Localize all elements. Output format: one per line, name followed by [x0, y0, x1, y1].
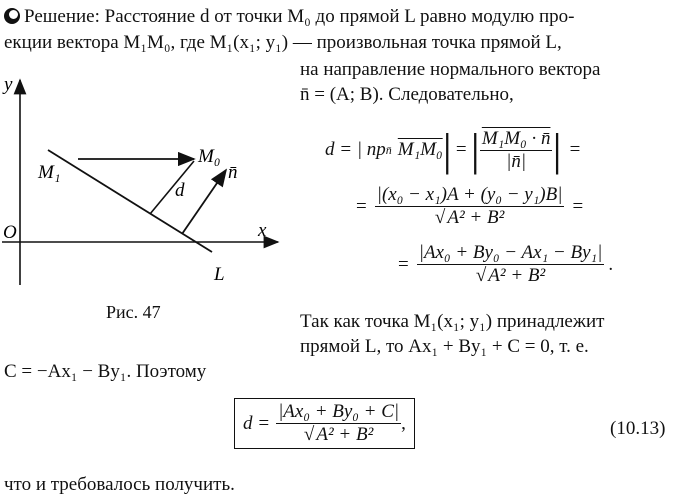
figure-caption: Рис. 47 [106, 302, 161, 322]
equation-number: (10.13) [610, 418, 666, 439]
distance-segment [150, 161, 194, 214]
x-axis-label: x [258, 220, 267, 241]
line-l-label: L [214, 264, 225, 285]
bullet-icon [4, 8, 20, 24]
eq1-vector: M₁M₀ [397, 139, 443, 160]
conclusion-line-2: прямой L, то Ax₁ + By₁ + C = 0, т. е. [300, 336, 589, 357]
eq2-fraction: $\frac{\text{|(x₀ − x₁)A + (y₀ − y₁)B|}}{\text{√ A² + B²}}$ [376, 184, 563, 228]
intro-line-2: екции вектора M₁M₀, где M₁(x₁; y₁) — произвольная точка прямой L, [4, 32, 562, 53]
eq1-sub: n̄ [385, 142, 392, 157]
eq1-numerator: M₁M₀ · n̄ [481, 127, 551, 149]
equation-3 [398, 242, 613, 287]
eq1-bar-close: | [552, 124, 562, 175]
eq3-denominator: A² + B² [488, 265, 546, 286]
eq3-lead: = [398, 253, 409, 275]
ending-text: что и требовалось получить. [4, 474, 235, 495]
y-axis-label: y [4, 74, 13, 95]
formula-lhs: d = [243, 412, 271, 434]
eq2-denominator: A² + B² [447, 207, 505, 228]
conclusion-line-3: C = −Ax₁ − By₁. Поэтому [4, 361, 207, 382]
eq1-tail: = [569, 139, 581, 160]
eq3-numerator: |Ax₀ + By₀ − Ax₁ − By₁| [418, 242, 603, 263]
m0-label: M₀ [198, 146, 221, 167]
normal-label: n̄ [228, 162, 238, 183]
eq3-tail: . [608, 253, 614, 275]
eq2-tail: = [572, 195, 584, 217]
normal-vector [182, 170, 226, 234]
eq1-lhs: d = | пр [325, 139, 386, 160]
equation-1: d = | пр n̄ M₁M₀ | = | $\frac{\text{M₁M₀ · n̄}}{|n̄|}$ | = [325, 124, 581, 175]
formula-fraction: $\frac{\text{|Ax₀ + By₀ + C|}}{\text{√ A² + B²}}$ [278, 401, 400, 445]
figure-47 [0, 70, 290, 290]
intro-line-3: на направление нормального вектора [300, 59, 601, 80]
formula-tail: , [401, 412, 406, 434]
line-l [48, 150, 212, 252]
conclusion-line-1: Так как точка M₁(x₁; y₁) принадлежит [300, 311, 605, 332]
intro-text-1: Расстояние d от точки M₀ до прямой L равно модулю про- [104, 6, 575, 27]
formula-numerator: |Ax₀ + By₀ + C| [278, 401, 400, 422]
distance-label: d [175, 180, 185, 201]
eq1-fraction [480, 128, 553, 173]
eq1-denominator: |n̄| [480, 150, 553, 173]
intro-line-4: n̄ = (A; B). Следовательно, [300, 84, 514, 105]
eq3-fraction: $\frac{\text{|Ax₀ + By₀ − Ax₁ − By₁|}}{\text{√ A² + B²}}$ [418, 242, 603, 286]
intro-line-1 [4, 6, 575, 28]
m1-label: M₁ [38, 162, 61, 183]
equation-2 [356, 184, 583, 229]
eq2-numerator: |(x₀ − x₁)A + (y₀ − y₁)B| [376, 184, 563, 205]
eq1-bar-open: | [470, 124, 480, 175]
origin-label: O [3, 222, 17, 243]
solution-heading: Решение: [24, 6, 100, 27]
eq1-bar-left: | [442, 124, 452, 175]
formula-denominator: A² + B² [316, 424, 374, 445]
boxed-formula [234, 398, 415, 449]
eq2-lead: = [356, 195, 367, 217]
